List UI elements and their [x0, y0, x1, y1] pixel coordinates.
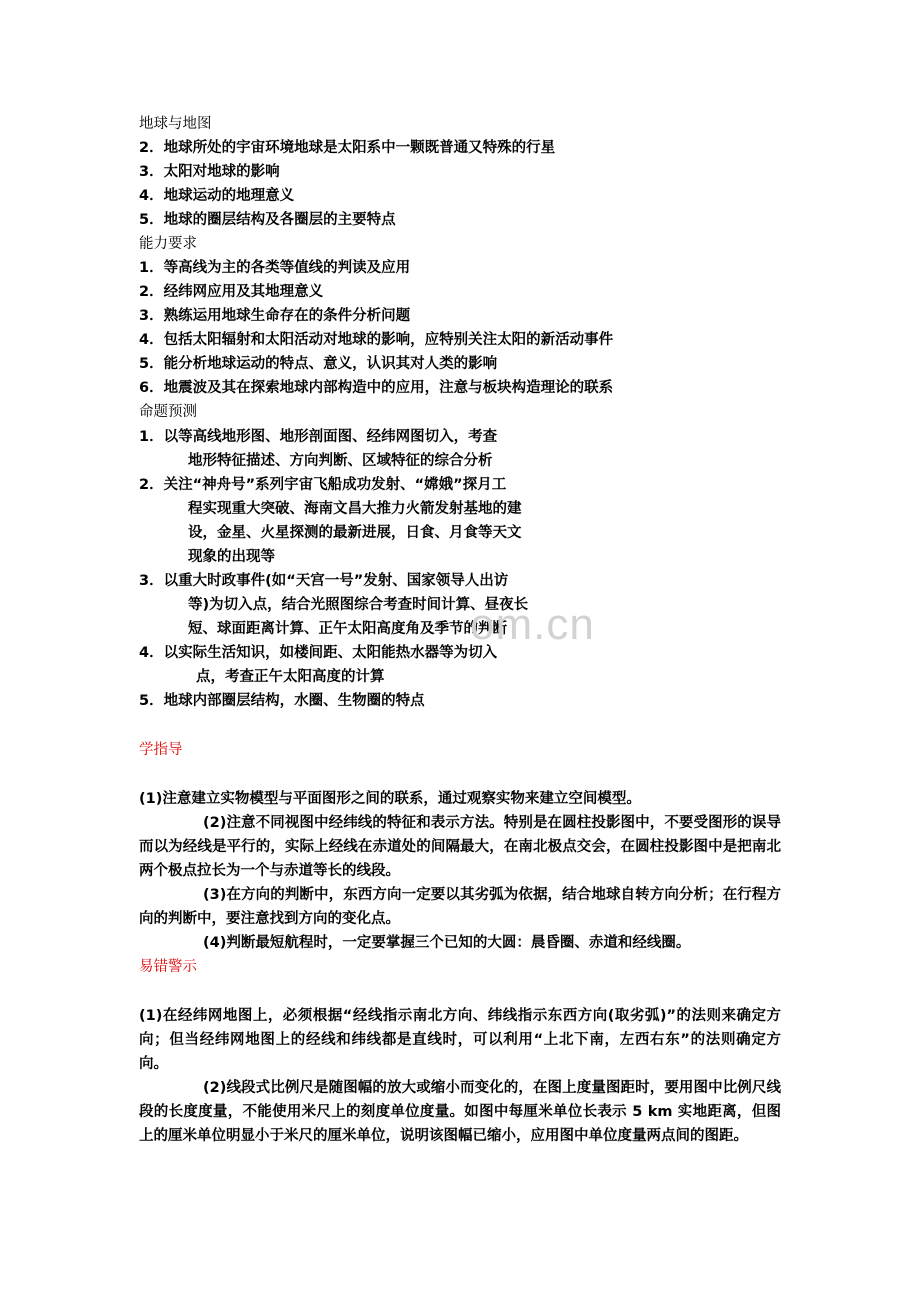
- prediction-item: 2．关注“神舟号”系列宇宙飞船成功发射、“嫦娥”探月工: [139, 477, 507, 493]
- guide-paragraph: (2)注意不同视图中经纬线的特征和表示方法。特别是在圆柱投影图中，不要受图形的误导而以为经线是平行的，实际上经线在赤道处的间隔最大，在南北极点交会，在圆柱投影图中是把南北两个极点拉长为一个与赤道等长的线段。: [139, 815, 781, 879]
- guide-paragraph: (4)判断最短航程时，一定要掌握三个已知的大圆：晨昏圈、赤道和经线圈。: [203, 935, 691, 951]
- ability-item: 5．能分析地球运动的特点、意义，认识其对人类的影响: [139, 356, 498, 372]
- prediction-item: 4．以实际生活知识，如楼间距、太阳能热水器等为切入: [139, 645, 498, 661]
- ability-item: 1．等高线为主的各类等值线的判读及应用: [139, 260, 411, 276]
- guide-paragraph: (1)注意建立实物模型与平面图形之间的联系，通过观察实物来建立空间模型。: [139, 791, 641, 807]
- guide-paragraph: (3)在方向的判断中，东西方向一定要以其劣弧为依据，结合地球自转方向分析；在行程方向的判断中，要注意找到方向的变化点。: [139, 887, 781, 927]
- prediction-item-continued: 点，考查正午太阳高度的计算: [196, 669, 385, 685]
- warning-heading: 易错警示: [139, 959, 197, 975]
- section-heading-earth-map: 地球与地图: [139, 116, 212, 132]
- topic-item: 4．地球运动的地理意义: [139, 188, 295, 204]
- prediction-item-continued: 现象的出现等: [188, 549, 275, 565]
- prediction-item-continued: 程实现重大突破、海南文昌大推力火箭发射基地的建: [188, 501, 522, 517]
- section-heading-abilities: 能力要求: [139, 236, 197, 252]
- prediction-item-continued: 地形特征描述、方向判断、区域特征的综合分析: [188, 453, 493, 469]
- prediction-item: 3．以重大时政事件(如“天宫一号”发射、国家领导人出访: [139, 573, 509, 589]
- topic-item: 3．太阳对地球的影响: [139, 164, 280, 180]
- warning-paragraph: (2)线段式比例尺是随图幅的放大或缩小而变化的，在图上度量图距时，要用图中比例尺线段的长度度量，不能使用米尺上的刻度单位度量。如图中每厘米单位长表示 5 km 实地距离，但图上的厘米单位明显小于米尺的厘米单位，说明该图幅已缩小，应用图中单位度量两点间的图距。: [139, 1080, 781, 1144]
- topic-item: 2．地球所处的宇宙环境地球是太阳系中一颗既普通又特殊的行星: [139, 140, 556, 156]
- ability-item: 2．经纬网应用及其地理意义: [139, 284, 324, 300]
- section-heading-predictions: 命题预测: [139, 404, 197, 420]
- prediction-item-continued: 等)为切入点，结合光照图综合考查时间计算、昼夜长: [188, 597, 529, 613]
- ability-item: 4．包括太阳辐射和太阳活动对地球的影响，应特别关注太阳的新活动事件: [139, 332, 614, 348]
- prediction-item-continued: 短、球面距离计算、正午太阳高度角及季节的判断: [188, 621, 507, 637]
- ability-item: 3．熟练运用地球生命存在的条件分析问题: [139, 308, 411, 324]
- topic-item: 5．地球的圈层结构及各圈层的主要特点: [139, 212, 396, 228]
- warning-paragraph: (1)在经纬网地图上，必须根据“经线指示南北方向、纬线指示东西方向(取劣弧)”的法则来确定方向；但当经纬网地图上的经线和纬线都是直线时，可以利用“上北下南，左西右东”的法则确定方向。: [139, 1008, 781, 1072]
- prediction-item: 1．以等高线地形图、地形剖面图、经纬网图切入，考查: [139, 429, 498, 445]
- guide-heading: 学指导: [139, 742, 183, 758]
- watermark-text: om.cn: [470, 600, 595, 649]
- prediction-item-continued: 设，金星、火星探测的最新进展，日食、月食等天文: [188, 525, 522, 541]
- prediction-item: 5．地球内部圈层结构，水圈、生物圈的特点: [139, 693, 425, 709]
- ability-item: 6．地震波及其在探索地球内部构造中的应用，注意与板块构造理论的联系: [139, 380, 614, 396]
